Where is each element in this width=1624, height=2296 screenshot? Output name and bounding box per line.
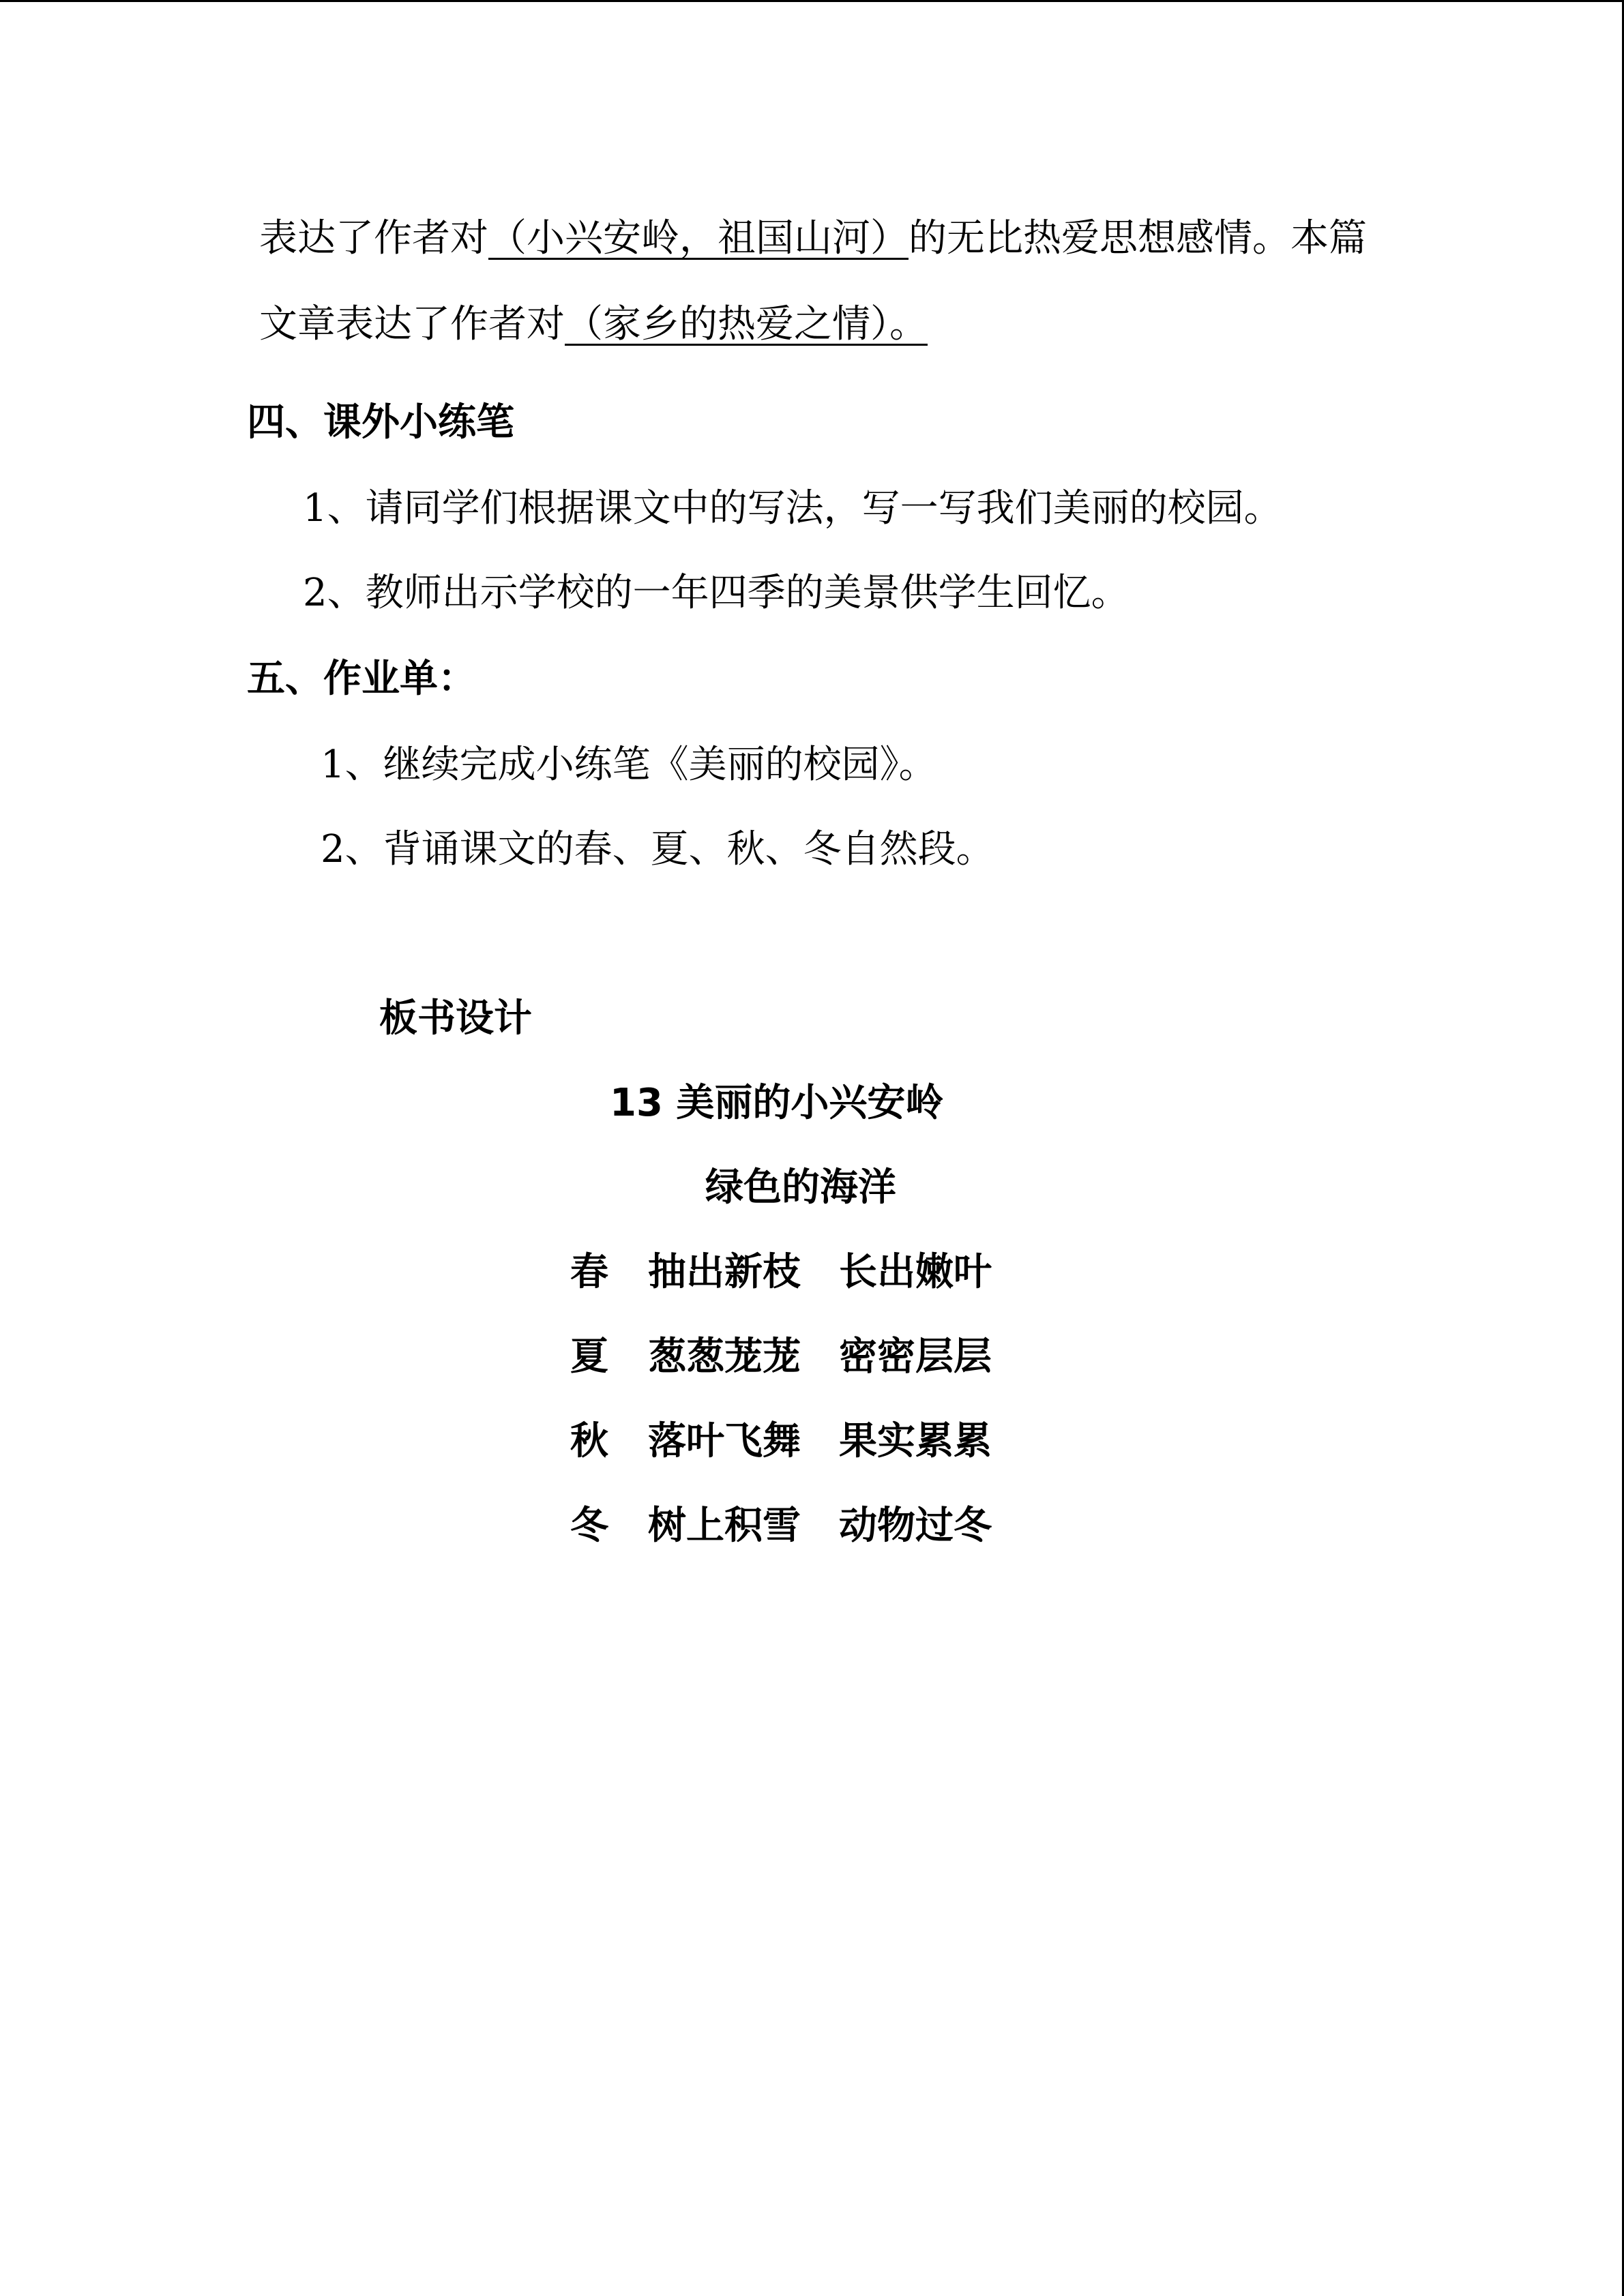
- board-subtitle: 绿色的海洋: [705, 1165, 896, 1210]
- section4-item-1: 1、请同学们根据课文中的写法，写一写我们美丽的校园。: [303, 486, 1282, 531]
- board-label: 板书设计: [379, 996, 532, 1041]
- board-phrase-1: 抽出新枝: [648, 1250, 801, 1294]
- section4-item-2: 2、教师出示学校的一年四季的美景供学生回忆。: [303, 571, 1130, 615]
- board-season-label: 冬: [570, 1504, 608, 1548]
- paragraph-line2-prefix: 文章表达了作者对: [259, 302, 565, 346]
- paragraph-line1-blank: （小兴安岭，祖国山河）: [488, 216, 909, 260]
- board-phrase-1: 树上积雪: [648, 1504, 801, 1548]
- section5-item-2: 2、背诵课文的春、夏、秋、冬自然段。: [321, 827, 994, 871]
- section4-heading: 四、课外小练笔: [247, 400, 514, 445]
- board-phrase-1: 葱葱茏茏: [648, 1335, 801, 1379]
- board-phrase-2: 动物过冬: [839, 1504, 992, 1548]
- section5-item-1: 1、继续完成小练笔《美丽的校园》。: [321, 743, 937, 787]
- board-season-label: 春: [570, 1250, 608, 1294]
- paragraph-line1-suffix: 的无比热爱思想感情。本篇: [909, 216, 1367, 260]
- board-row-spring: [570, 1248, 993, 1297]
- paragraph-line-1: [259, 214, 1367, 263]
- section5-heading: 五、作业单：: [247, 657, 476, 701]
- board-phrase-2: 密密层层: [839, 1335, 992, 1379]
- board-row-winter: [570, 1502, 993, 1551]
- paragraph-line2-blank: （家乡的热爱之情）。: [565, 302, 928, 346]
- board-season-label: 秋: [570, 1419, 608, 1463]
- board-row-autumn: [570, 1417, 993, 1466]
- page-top-border: [0, 0, 1624, 2]
- paragraph-line1-prefix: 表达了作者对: [259, 216, 488, 260]
- paragraph-line-2: [259, 300, 928, 349]
- board-season-label: 夏: [570, 1335, 608, 1379]
- board-phrase-2: 长出嫩叶: [839, 1250, 992, 1294]
- board-row-summer: [570, 1332, 993, 1382]
- board-phrase-2: 果实累累: [839, 1419, 992, 1463]
- board-phrase-1: 落叶飞舞: [648, 1419, 801, 1463]
- board-title: 13 美丽的小兴安岭: [610, 1081, 944, 1125]
